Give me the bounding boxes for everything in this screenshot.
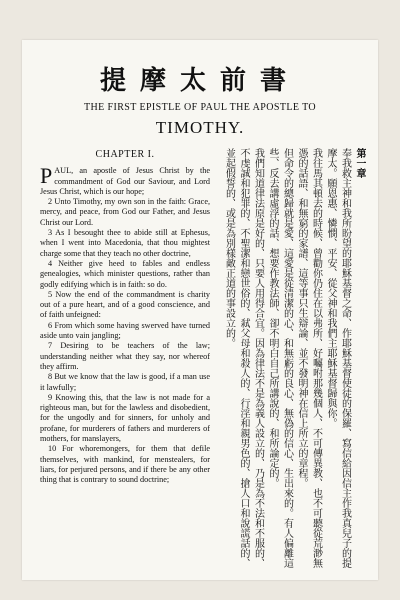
english-verse-4: 4 Neither give heed to fables and endless genealogies, which minister questions, rather than godly edifying which is in faith: so do. xyxy=(40,258,210,289)
english-title: THE FIRST EPISTLE OF PAUL THE APOSTLE TO xyxy=(83,102,317,113)
book-page xyxy=(22,40,378,580)
english-verse-2: 2 Unto Timothy, my own son in the faith: Grace, mercy, and peace, from God our Father, and Jesus Christ our Lord. xyxy=(40,197,210,227)
english-text-column xyxy=(40,150,210,570)
english-verse-6: 6 From which some having swerved have turned aside unto vain jangling; xyxy=(40,320,210,341)
chinese-verse-block-2: 我往馬其頓去的時候、曾勸你仍住在以弗所、好囑咐那幾個人、不可傳異教、也不可聽從荒渺無憑的話語、和無窮的家譜、這等事只生辯論、並不發明神在信上所立的章程。 xyxy=(296,148,322,568)
chinese-verse-block-4: 我們知道律法原是好的、只要人用得合宜。因為律法不是為義人設立的、乃是為不法和不服的、不虔誠和犯罪的、不聖潔和戀世俗的、弒父母和殺人的、行淫和親男色的、搶人口和說謊話的、並起假誓的、或是為別樣敵正道的事設立的。 xyxy=(223,148,264,568)
english-verse-7: 7 Desiring to be teachers of the law; understanding neither what they say, nor whereof they affirm. xyxy=(40,341,210,371)
english-verse-9: 9 Knowing this, that the law is not made for a righteous man, but for the lawless and disobedient, for the ungodly and for sinners, for unholy and profane, for murderers of fathers and murderers of mothers, for manslayers, xyxy=(40,392,210,444)
chinese-chapter-heading: 第一章 xyxy=(354,148,365,178)
chinese-text-column xyxy=(218,148,366,568)
english-verse-3: 3 As I besought thee to abide still at Ephesus, when I went into Macedonia, that thou mightest charge some that they teach no other doctrine, xyxy=(40,228,210,258)
english-chapter-heading: CHAPTER I. xyxy=(95,150,155,160)
english-verse-8: 8 But we know that the law is good, if a man use it lawfully; xyxy=(40,372,210,392)
drop-cap: P xyxy=(40,163,53,189)
english-verse-5: 5 Now the end of the commandment is charity out of a pure heart, and of a good conscience, and of faith unfeigned: xyxy=(40,289,210,320)
english-verse-10: 10 For whoremongers, for them that defile themselves, with mankind, for menstealers, for liars, for perjured persons, and if there be any other thing that is contrary to sound doctrine; xyxy=(40,444,210,485)
chinese-title: 提摩太前書 xyxy=(99,66,300,96)
english-verse-1: PAUL, an apostle of Jesus Christ by the commandment of God our Saviour, and Lord Jesus Christ, which is our hope; xyxy=(40,163,210,196)
chinese-verse-block-1: 奉我救主神和我所盼望的耶穌基督之命、作耶穌基督使徒的保羅、寫信給因信主作我真兒子的提摩太。願恩惠、憐憫、平安、從父神和我們主耶穌基督歸與你。 xyxy=(325,148,351,568)
english-subtitle: TIMOTHY. xyxy=(155,118,245,137)
chinese-verse-block-3: 但命令的總歸就是愛、這愛是從清潔的心、和無虧的良心、無偽的信心、生出來的。有人偏離這些、反去講虛浮的話、想要作教法師、卻不明白自己所講說的、和所論定的。 xyxy=(267,148,293,568)
